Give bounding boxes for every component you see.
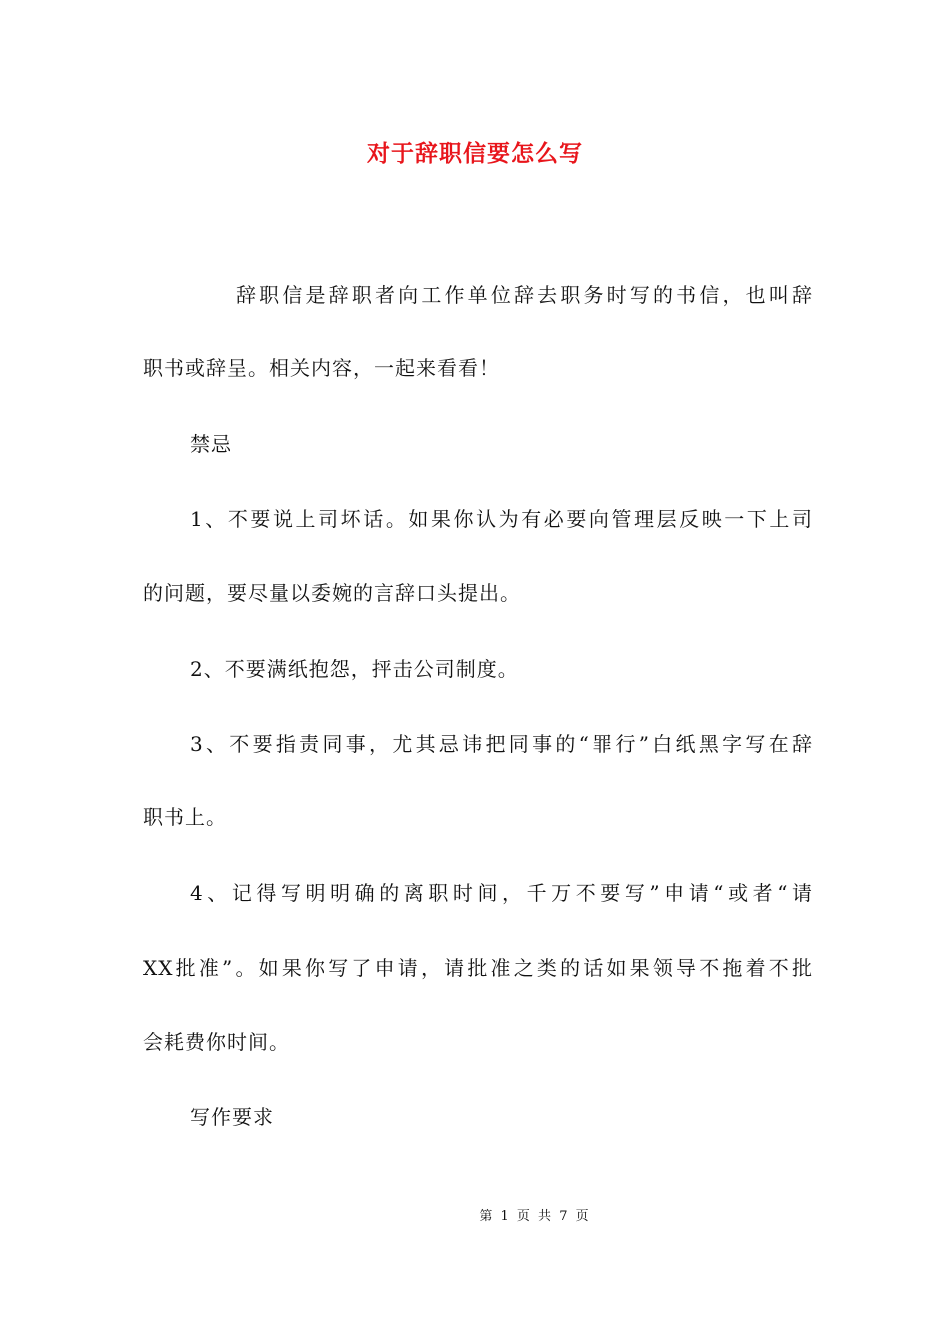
paragraph-line: 3、不要指责同事，尤其忌讳把同事的“罪行”白纸黑字写在辞: [190, 732, 813, 756]
paragraph-line: 2、不要满纸抱怨，抨击公司制度。: [190, 657, 519, 681]
paragraph-line: XX批准”。如果你写了申请，请批准之类的话如果领导不拖着不批: [143, 956, 813, 980]
section-heading: 写作要求: [190, 1105, 274, 1129]
paragraph-line: 职书或辞呈。相关内容，一起来看看！: [143, 356, 500, 380]
paragraph-line: 1、不要说上司坏话。如果你认为有必要向管理层反映一下上司: [190, 507, 813, 531]
paragraph-line: 会耗费你时间。: [143, 1030, 290, 1054]
paragraph-line: 职书上。: [143, 805, 227, 829]
page-footer: 第 1 页 共 7 页: [479, 1209, 591, 1224]
document-title: 对于辞职信要怎么写: [367, 140, 583, 167]
section-heading: 禁忌: [190, 432, 232, 456]
paragraph-line: 4、记得写明明确的离职时间，千万不要写”申请“或者“请: [190, 881, 813, 905]
paragraph-line: 的问题，要尽量以委婉的言辞口头提出。: [143, 581, 521, 605]
paragraph-line: 辞职信是辞职者向工作单位辞去职务时写的书信，也叫辞: [236, 283, 813, 307]
